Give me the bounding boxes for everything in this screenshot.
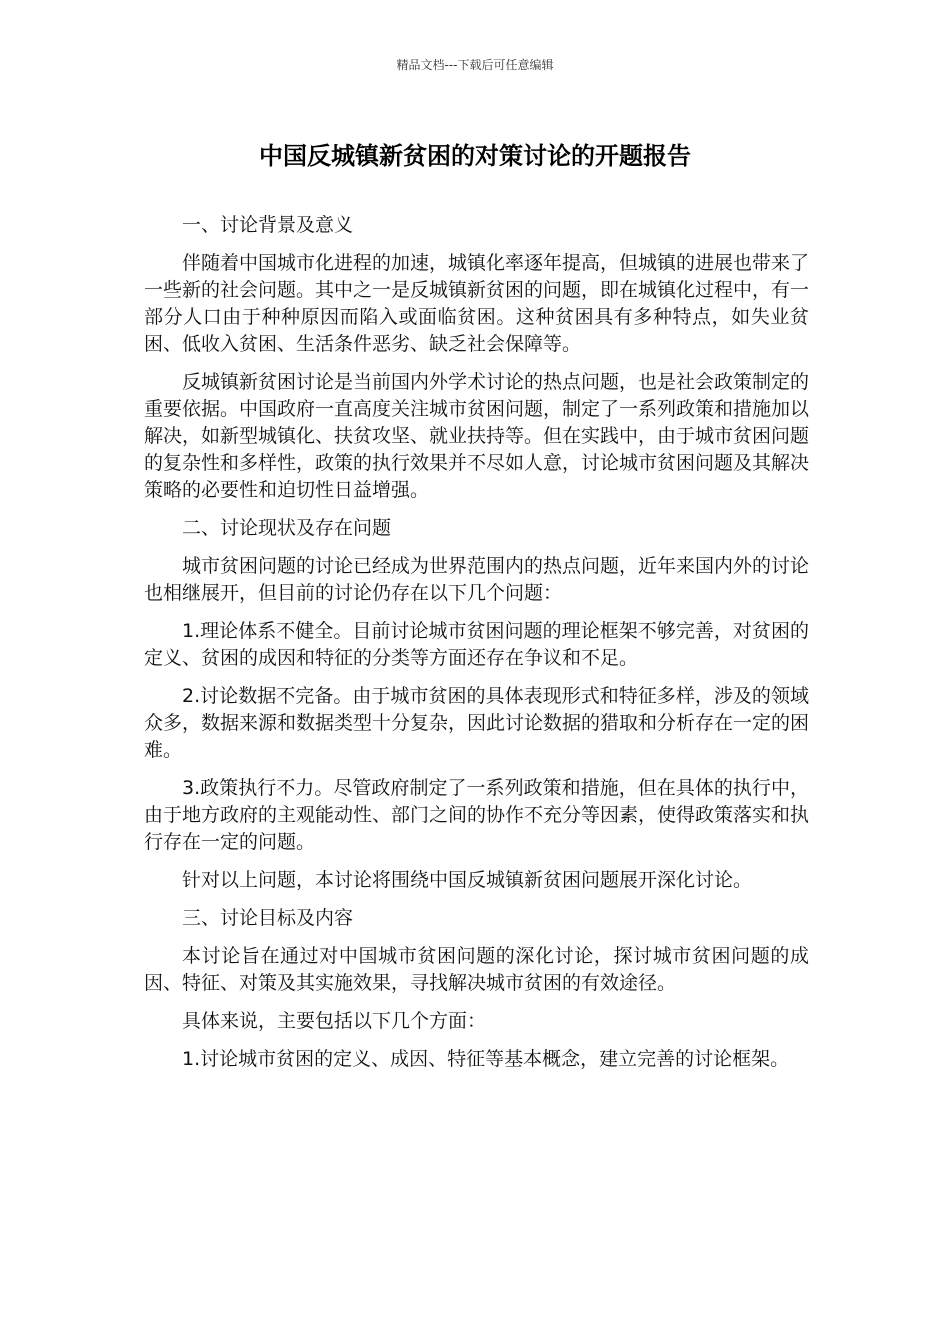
paragraph: 反城镇新贫困讨论是当前国内外学术讨论的热点问题，也是社会政策制定的重要依据。中国政府一直高度关注城市贫困问题，制定了一系列政策和措施加以解决，如新型城镇化、扶贫攻坚、就业扶持等。但在实践中，由于城市贫困问题的复杂性和多样性，政策的执行效果并不尽如人意，讨论城市贫困问题及其解决策略的必要性和迫切性日益增强。: [144, 371, 810, 501]
section-heading-status: 二、讨论现状及存在问题: [182, 517, 392, 539]
section-heading-goals: 三、讨论目标及内容: [182, 907, 354, 929]
paragraph: 针对以上问题，本讨论将围绕中国反城镇新贫困问题展开深化讨论。: [182, 869, 753, 891]
document-title: 中国反城镇新贫困的对策讨论的开题报告: [259, 142, 691, 170]
list-item: 2.讨论数据不完备。由于城市贫困的具体表现形式和特征多样，涉及的领域众多，数据来源和数据类型十分复杂，因此讨论数据的猎取和分析存在一定的困难。: [144, 685, 810, 761]
paragraph: 伴随着中国城市化进程的加速，城镇化率逐年提高，但城镇的进展也带来了一些新的社会问题。其中之一是反城镇新贫困的问题，即在城镇化过程中，有一部分人口由于种种原因而陷入或面临贫困。这种贫困具有多种特点，如失业贫困、低收入贫困、生活条件恶劣、缺乏社会保障等。: [144, 252, 810, 355]
list-item: 1.理论体系不健全。目前讨论城市贫困问题的理论框架不够完善，对贫困的定义、贫困的成因和特征的分类等方面还存在争议和不足。: [144, 620, 809, 669]
section-heading-background: 一、讨论背景及意义: [182, 214, 354, 236]
list-item: 3.政策执行不力。尽管政府制定了一系列政策和措施，但在具体的执行中，由于地方政府的主观能动性、部门之间的协作不充分等因素，使得政策落实和执行存在一定的问题。: [144, 777, 810, 853]
paragraph: 城市贫困问题的讨论已经成为世界范围内的热点问题，近年来国内外的讨论也相继展开，但目前的讨论仍存在以下几个问题：: [144, 555, 810, 604]
list-item: 1.讨论城市贫困的定义、成因、特征等基本概念，建立完善的讨论框架。: [182, 1048, 790, 1070]
page-header: 精品文档---下载后可任意编辑: [396, 58, 554, 72]
paragraph: 本讨论旨在通过对中国城市贫困问题的深化讨论，探讨城市贫困问题的成因、特征、对策及其实施效果，寻找解决城市贫困的有效途径。: [144, 945, 809, 994]
paragraph: 具体来说，主要包括以下几个方面：: [182, 1010, 487, 1032]
document-body: [144, 212, 809, 1084]
